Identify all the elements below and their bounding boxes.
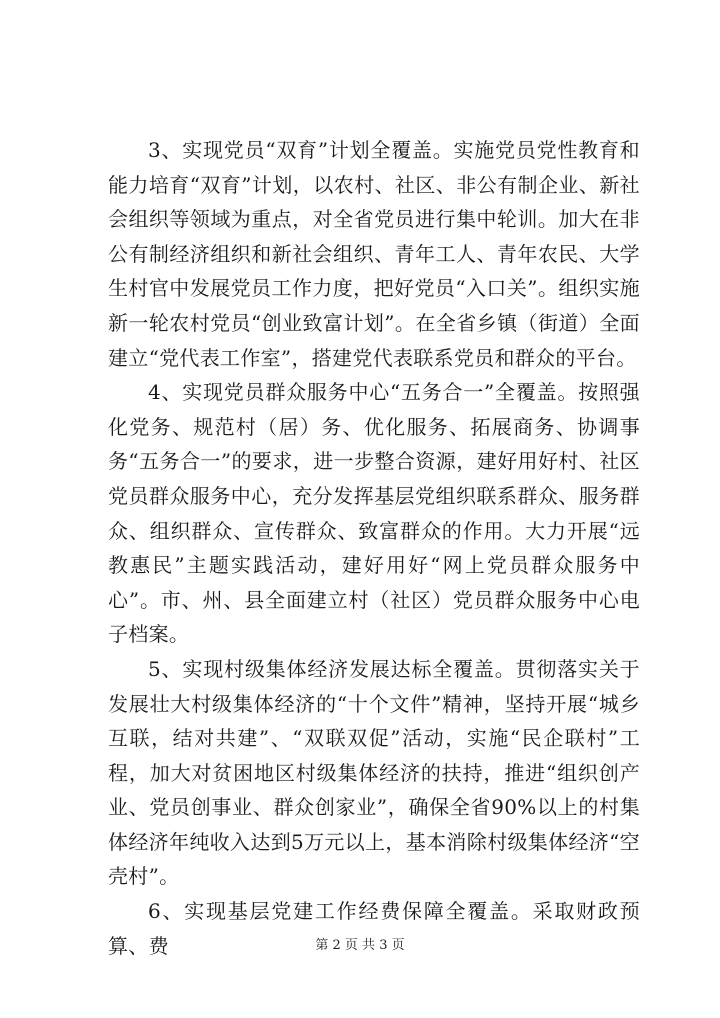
document-body <box>108 133 640 963</box>
paragraph-item-5: 5、实现村级集体经济发展达标全覆盖。贯彻落实关于发展壮大村级集体经济的“十个文件”精神，坚持开展“城乡互联，结对共建”、“双联双促”活动，实施“民企联村”工程，加大对贫困地区村级集体经济的扶持，推进“组织创产业、党员创事业、群众创家业”，确保全省90%以上的村集体经济年纯收入达到5万元以上，基本消除村级集体经济“空壳村”。 <box>108 656 640 889</box>
page-number-footer: 第 2 页 共 3 页 <box>315 938 405 953</box>
paragraph-item-4: 4、实现党员群众服务中心“五务合一”全覆盖。按照强化党务、规范村（居）务、优化服务、拓展商务、协调事务“五务合一”的要求，进一步整合资源，建好用好村、社区党员群众服务中心，充分发挥基层党组织联系群众、服务群众、组织群众、宣传群众、致富群众的作用。大力开展“远教惠民”主题实践活动，建好用好“网上党员群众服务中心”。市、州、县全面建立村（社区）党员群众服务中心电子档案。 <box>108 380 640 647</box>
paragraph-item-3: 3、实现党员“双育”计划全覆盖。实施党员党性教育和能力培育“双育”计划，以农村、社区、非公有制企业、新社会组织等领域为重点，对全省党员进行集中轮训。加大在非公有制经济组织和新社会组织、青年工人、青年农民、大学生村官中发展党员工作力度，把好党员“入口关”。组织实施新一轮农村党员“创业致富计划”。在全省乡镇（街道）全面建立“党代表工作室”，搭建党代表联系党员和群众的平台。 <box>108 138 640 370</box>
paragraph-item-6: 6、实现基层党建工作经费保障全覆盖。采取财政预算、费 <box>108 899 640 958</box>
